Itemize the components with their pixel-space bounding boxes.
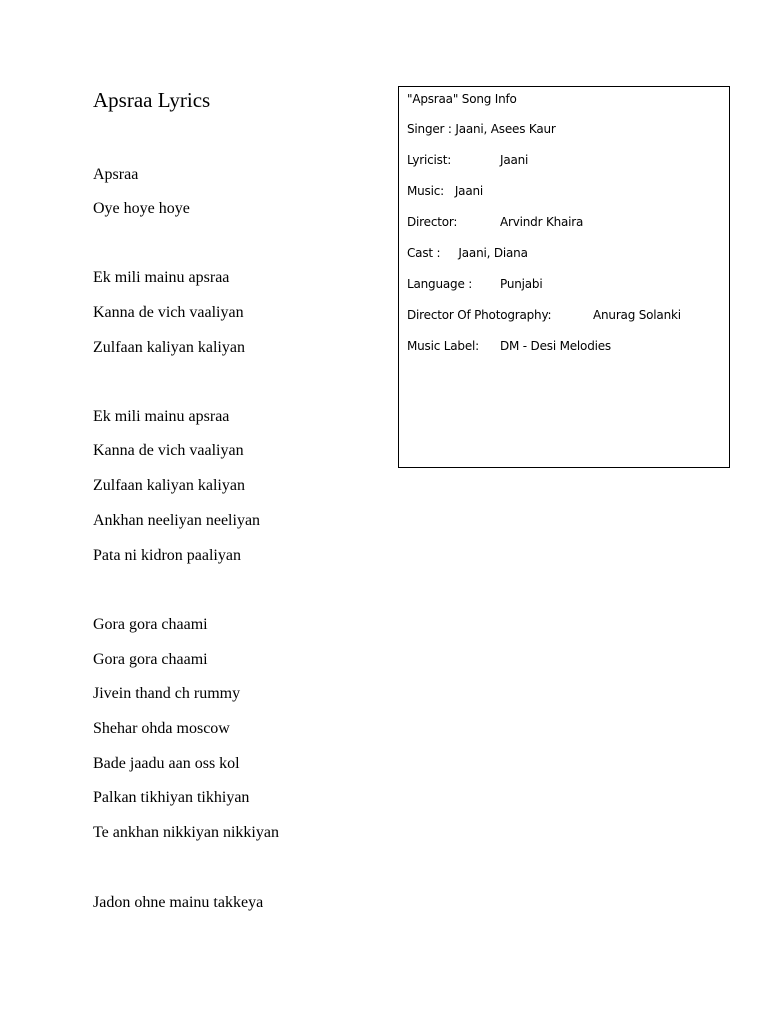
- lyric-line: Te ankhan nikkiyan nikkiyan: [93, 824, 279, 841]
- music-label-label: Music Label:: [407, 339, 479, 353]
- music-info: Music: Jaani: [407, 184, 484, 198]
- lyric-line: Gora gora chaami: [93, 616, 208, 633]
- song-info-box: [398, 86, 730, 468]
- lyric-line: Pata ni kidron paaliyan: [93, 547, 241, 564]
- director-value: Arvindr Khaira: [500, 215, 584, 229]
- lyric-line: Kanna de vich vaaliyan: [93, 442, 244, 459]
- lyric-line: Bade jaadu aan oss kol: [93, 755, 240, 772]
- lyric-line: Oye hoye hoye: [93, 200, 190, 217]
- lyric-line: Palkan tikhiyan tikhiyan: [93, 789, 250, 806]
- dop-label: Director Of Photography:: [407, 308, 552, 322]
- cast-info: Cast : Jaani, Diana: [407, 246, 528, 260]
- lyric-line: Ek mili mainu apsraa: [93, 269, 230, 286]
- lyricist-label: Lyricist:: [407, 153, 452, 167]
- lyric-line: Jivein thand ch rummy: [93, 685, 241, 702]
- lyric-line: Jadon ohne mainu takkeya: [93, 894, 264, 911]
- lyric-line: Kanna de vich vaaliyan: [93, 304, 244, 321]
- language-value: Punjabi: [500, 277, 543, 291]
- dop-value: Anurag Solanki: [593, 308, 681, 322]
- language-label: Language :: [407, 277, 473, 291]
- lyric-line: Gora gora chaami: [93, 651, 208, 668]
- music-label-value: DM - Desi Melodies: [500, 339, 611, 353]
- lyric-line: Ek mili mainu apsraa: [93, 408, 230, 425]
- lyric-line: Zulfaan kaliyan kaliyan: [93, 477, 245, 494]
- lyric-line: Ankhan neeliyan neeliyan: [93, 512, 261, 529]
- singer-info: Singer : Jaani, Asees Kaur: [407, 122, 556, 136]
- director-label: Director:: [407, 215, 458, 229]
- lyric-line: Zulfaan kaliyan kaliyan: [93, 339, 245, 356]
- lyricist-value: Jaani: [500, 153, 529, 167]
- lyric-line: Shehar ohda moscow: [93, 720, 230, 737]
- song-info-heading: "Apsraa" Song Info: [407, 92, 517, 106]
- lyric-line: Apsraa: [93, 166, 139, 183]
- page-title: Apsraa Lyrics: [93, 88, 211, 112]
